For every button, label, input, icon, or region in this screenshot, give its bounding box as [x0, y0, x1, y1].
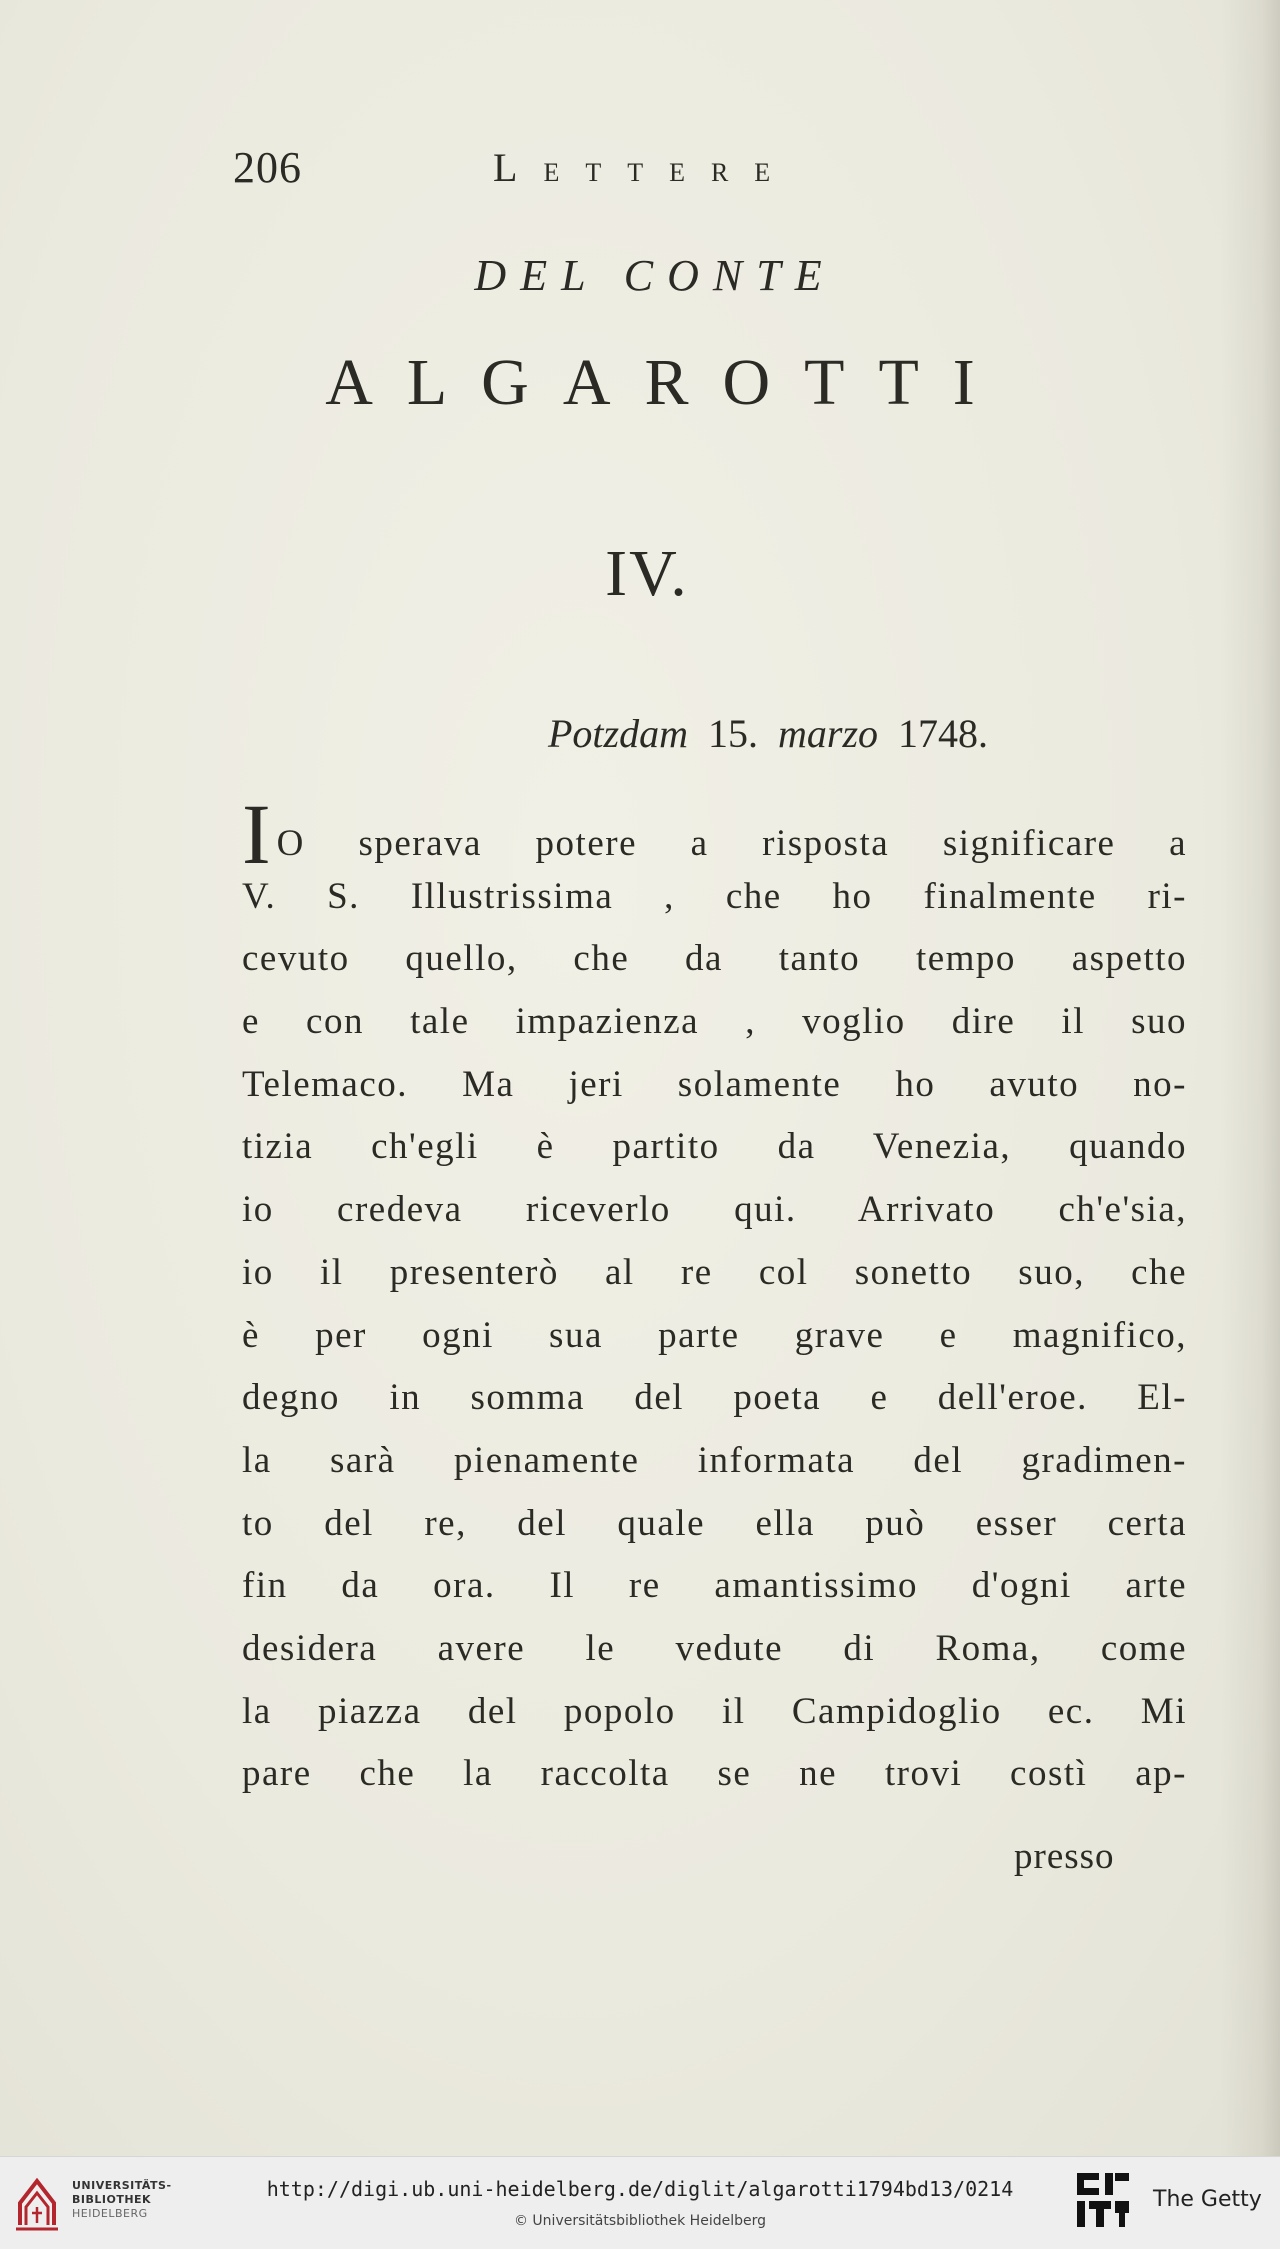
letter-body [242, 786, 1187, 1806]
text-line: io il presenterò al re col sonetto suo, che [242, 1251, 1187, 1293]
letter-number: IV. [605, 537, 689, 610]
running-title-rest: ETTERE [543, 158, 797, 187]
first-line-text: O sperava potere a risposta significare a [276, 823, 1187, 864]
dateline-year: 1748. [898, 711, 989, 756]
footer-bar [0, 2156, 1280, 2249]
text-line: e con tale impazienza , voglio dire il suo [242, 1001, 1187, 1043]
running-title-initial: L [493, 145, 544, 190]
page-gutter-shadow [1220, 0, 1280, 2156]
dateline [548, 710, 988, 757]
author-subtitle: DEL CONTE [474, 251, 836, 300]
text-line: io credeva riceverlo qui. Arrivato ch'e'sia, [242, 1189, 1187, 1231]
text-line: è per ogni sua parte grave e magnifico, [242, 1314, 1187, 1356]
author-title: ALGAROTTI [325, 346, 1009, 419]
text-line: desidera avere le vedute di Roma, come [242, 1627, 1187, 1669]
drop-cap: I [242, 786, 271, 882]
permalink-url[interactable]: http://digi.ub.uni-heidelberg.de/diglit/algarotti1794bd13/0214 [266, 2177, 1014, 2201]
copyright-notice: © Universitätsbibliothek Heidelberg [513, 2213, 766, 2229]
text-line: la sarà pienamente informata del gradimen- [242, 1439, 1187, 1481]
text-line: V. S. Illustrissima , che ho finalmente ri- [242, 875, 1187, 917]
text-line: la piazza del popolo il Campidoglio ec. Mi [242, 1690, 1187, 1732]
text-line: fin da ora. Il re amantissimo d'ogni arte [242, 1565, 1187, 1607]
getty-logo-icon[interactable] [1075, 2169, 1133, 2233]
library-name-line2: BIBLIOTHEK [72, 2193, 152, 2206]
dateline-month: marzo [778, 711, 879, 756]
text-line: tizia ch'egli è partito da Venezia, quando [242, 1126, 1187, 1168]
dateline-day: 15. [708, 711, 758, 756]
text-line: pare che la raccolta se ne trovi costì ap- [242, 1753, 1187, 1795]
text-line: Telemaco. Ma jeri solamente ho avuto no- [242, 1063, 1187, 1105]
page-number: 206 [233, 143, 302, 192]
text-line [242, 786, 1187, 882]
library-name-line1: UNIVERSITÄTS- [72, 2179, 172, 2192]
text-line: cevuto quello, che da tanto tempo aspetto [242, 938, 1187, 980]
partner-name: The Getty [1153, 2187, 1262, 2212]
library-name-line3: HEIDELBERG [72, 2207, 148, 2220]
running-title [493, 144, 796, 191]
text-line: degno in somma del poeta e dell'eroe. El- [242, 1377, 1187, 1419]
text-line: to del re, del quale ella può esser certa [242, 1502, 1187, 1544]
catchword: presso [1014, 1836, 1115, 1877]
dateline-place: Potzdam [548, 711, 688, 756]
